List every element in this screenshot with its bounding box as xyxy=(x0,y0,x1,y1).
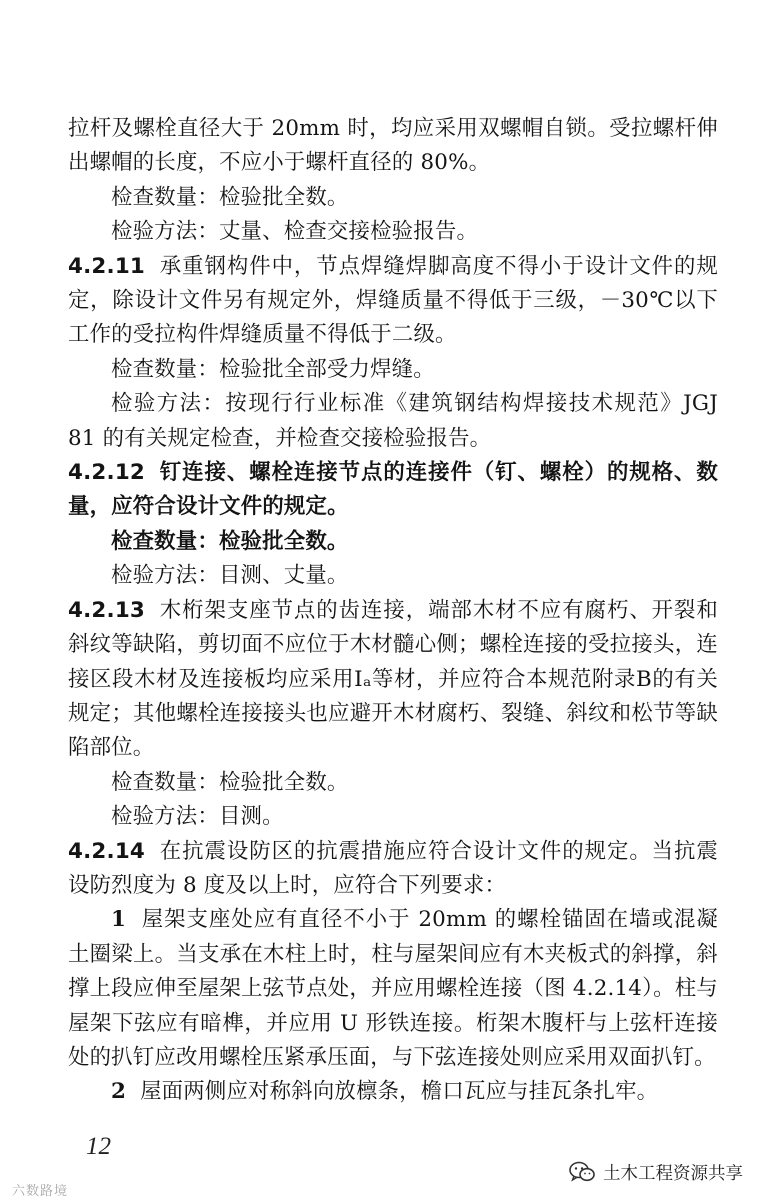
check-quantity: 检查数量：检验批全数。 xyxy=(111,528,349,554)
section-4-2-12 xyxy=(68,456,718,525)
list-item-2 xyxy=(68,1075,718,1109)
section-4-2-14 xyxy=(68,835,718,904)
section-4-2-11 xyxy=(68,250,718,353)
section-number: 4.2.13 xyxy=(68,597,145,623)
list-item-number: 2 xyxy=(111,1079,127,1105)
list-item-text: 屋架支座处应有直径不小于 20mm 的螺栓锚固在墙或混凝土圈梁上。当支承在木柱上时，柱与屋架间应有木夹板式的斜撑，斜撑上段应伸至屋架上弦节点处，并应用螺栓连接（图 4.2.14）。柱与屋架下弦应有暗榫，并应用 U 形铁连接。桁架木腹杆与上弦杆连接处的扒钉应改用螺栓压紧承压面，与下弦连接处则应采用双面扒钉。 xyxy=(68,907,718,1070)
check-method: 检验方法：目测、丈量。 xyxy=(111,563,349,589)
check-method: 检验方法：按现行行业标准《建筑钢结构焊接技术规范》JGJ 81 的有关规定检查，并检查交接检验报告。 xyxy=(68,391,718,451)
paragraph-bolt-diameter: 拉杆及螺栓直径大于 20mm 时，均应采用双螺帽自锁。受拉螺杆伸出螺帽的长度，不应小于螺杆直径的 80%。 xyxy=(68,116,718,176)
section-4-2-13 xyxy=(68,594,718,766)
wechat-icon xyxy=(569,1161,595,1183)
document-body xyxy=(68,112,718,1110)
section-text: 在抗震设防区的抗震措施应符合设计文件的规定。当抗震设防烈度为 8 度及以上时，应符合下列要求： xyxy=(68,838,718,898)
check-quantity: 检查数量：检验批全数。 xyxy=(111,184,349,210)
section-number: 4.2.14 xyxy=(68,838,145,864)
check-quantity: 检查数量：检验批全部受力焊缝。 xyxy=(111,356,435,382)
page-number: 12 xyxy=(86,1133,111,1160)
check-method: 检验方法：目测。 xyxy=(111,804,284,830)
section-text: 木桁架支座节点的齿连接，端部木材不应有腐朽、开裂和斜纹等缺陷，剪切面不应位于木材髓心侧；螺栓连接的受拉接头，连接区段木材及连接板均应采用Ⅰₐ等材，并应符合本规范附录B的有关规定；其他螺栓连接接头也应避开木材腐朽、裂缝、斜纹和松节等缺陷部位。 xyxy=(68,597,718,761)
list-item-number: 1 xyxy=(111,907,127,933)
section-text: 钉连接、螺栓连接节点的连接件（钉、螺栓）的规格、数量，应符合设计文件的规定。 xyxy=(68,460,718,520)
section-number: 4.2.11 xyxy=(68,253,145,279)
check-quantity: 检查数量：检验批全数。 xyxy=(111,769,349,795)
check-method: 检验方法：丈量、检查交接检验报告。 xyxy=(111,219,479,245)
list-item-text: 屋面两侧应对称斜向放檩条，檐口瓦应与挂瓦条扎牢。 xyxy=(140,1079,659,1105)
watermark-text: 土木工程资源共享 xyxy=(603,1163,743,1184)
bottom-logo: 六数路境 xyxy=(12,1184,69,1199)
list-item-1 xyxy=(68,903,718,1075)
section-number: 4.2.12 xyxy=(68,460,145,486)
section-text: 承重钢构件中，节点焊缝焊脚高度不得小于设计文件的规定，除设计文件另有规定外，焊缝质量不得低于三级，－30℃以下工作的受拉构件焊缝质量不得低于二级。 xyxy=(68,253,718,348)
watermark xyxy=(569,1160,743,1184)
